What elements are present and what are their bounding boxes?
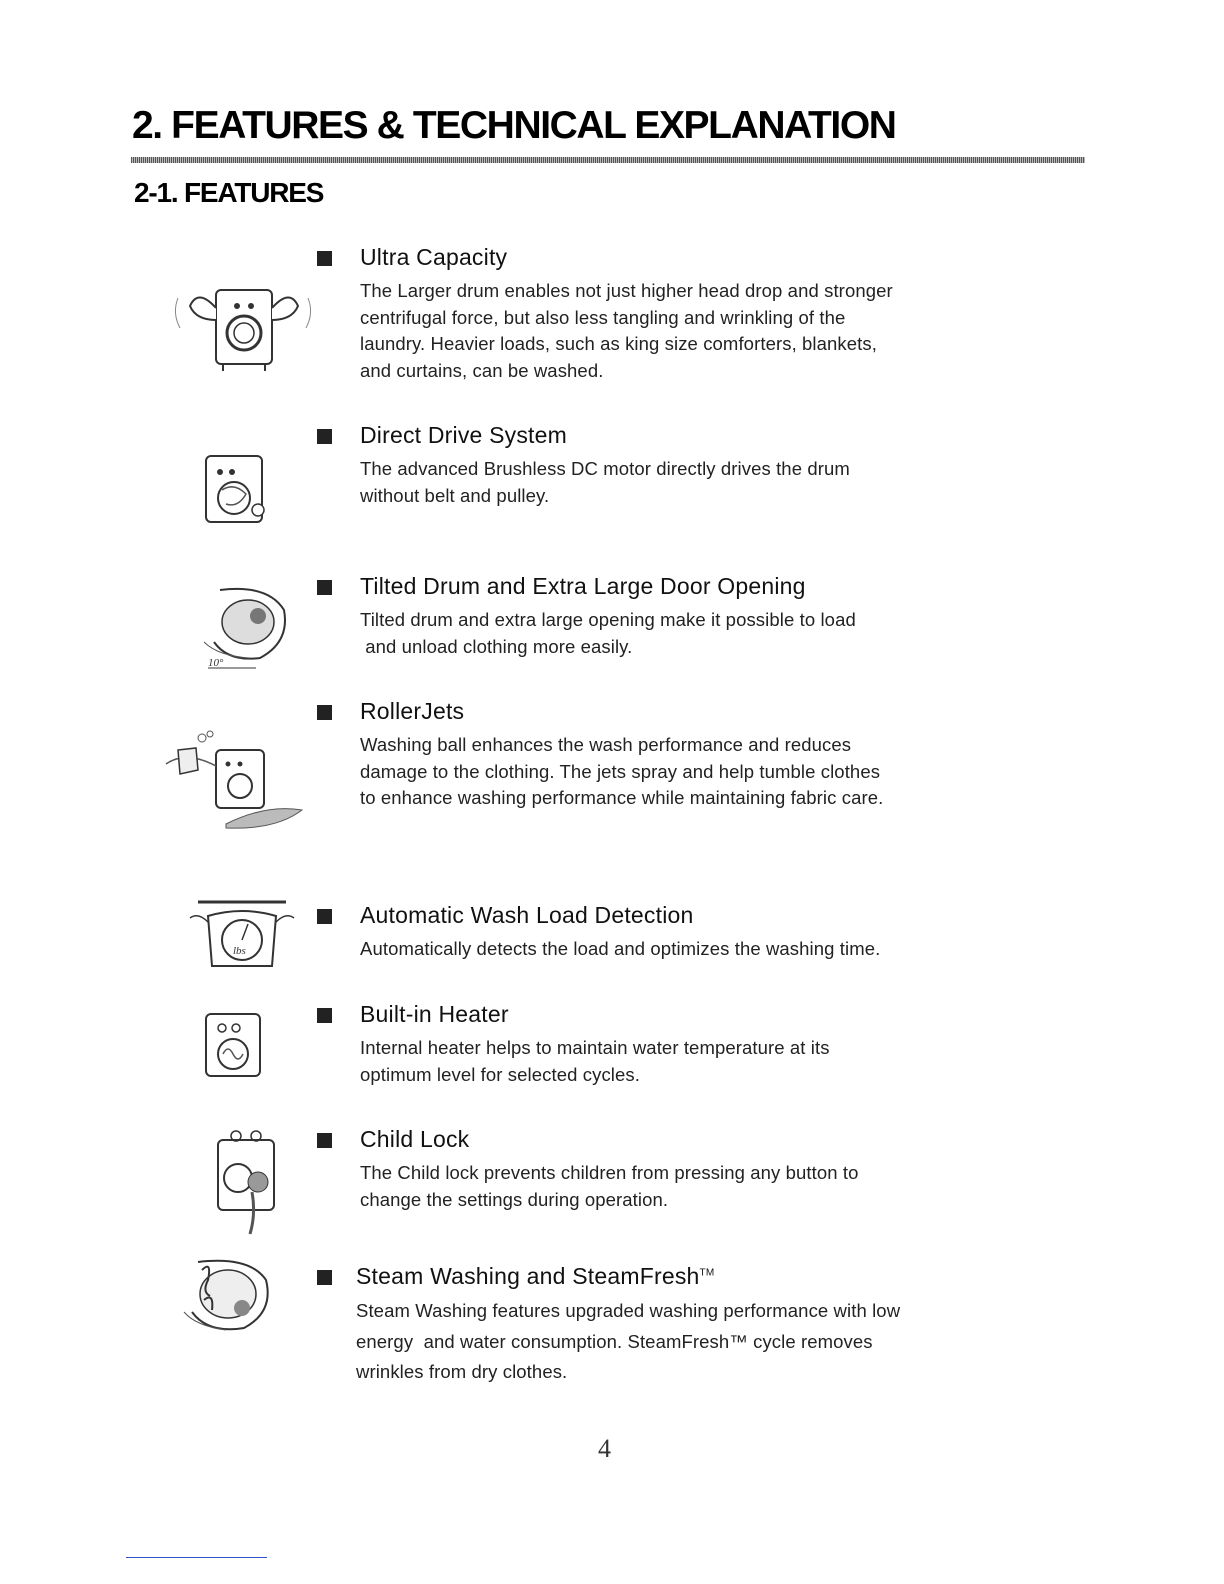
feature-description: The Child lock prevents children from pressing any button to change the settings during operation. (360, 1162, 859, 1210)
page-title: 2. FEATURES & TECHNICAL EXPLANATION (132, 104, 896, 147)
rollerjets-washer-icon (156, 730, 306, 830)
feature-description: Automatically detects the load and optimizes the washing time. (360, 938, 881, 959)
feature-heading: Built-in Heater (360, 1001, 509, 1027)
bullet-icon (317, 705, 332, 720)
page-number: 4 (598, 1434, 611, 1463)
feature-description: The advanced Brushless DC motor directly drives the drum without belt and pulley. (360, 458, 850, 506)
feature-description: Steam Washing features upgraded washing performance with low energy and water consumption. SteamFresh™ cycle removes wrinkles from dry clothes. (356, 1300, 901, 1382)
bullet-icon (317, 1008, 332, 1023)
section-title: 2-1. FEATURES (134, 177, 324, 208)
feature-heading: Ultra Capacity (360, 244, 508, 270)
feature-heading: RollerJets (360, 698, 465, 724)
bullet-icon (317, 909, 332, 924)
bullet-icon (317, 580, 332, 595)
feature-heading: Tilted Drum and Extra Large Door Opening (360, 573, 806, 599)
feature-heading: Automatic Wash Load Detection (360, 902, 694, 928)
title-divider (131, 157, 1085, 163)
feature-description: Internal heater helps to maintain water temperature at its optimum level for selected cycles. (360, 1037, 830, 1085)
feature-heading: Steam Washing and SteamFresh™ (356, 1263, 715, 1289)
tilted-drum-icon (198, 582, 298, 674)
child-lock-washer-icon (212, 1126, 284, 1238)
feature-description: Washing ball enhances the wash performance and reduces damage to the clothing. The jets spray and help tumble clothes to enhance washing performance while maintaining fabric care. (360, 734, 884, 808)
bullet-icon (317, 1270, 332, 1285)
weighing-scale-icon (186, 896, 298, 972)
feature-description: Tilted drum and extra large opening make it possible to load and unload clothing more easily. (360, 609, 856, 657)
feature-heading: Child Lock (360, 1126, 470, 1152)
feature-heading: Direct Drive System (360, 422, 567, 448)
direct-drive-washer-icon (198, 450, 278, 530)
bullet-icon (317, 1133, 332, 1148)
svg-text:10°: 10° (208, 657, 224, 669)
svg-text:lbs: lbs (233, 945, 246, 957)
bullet-icon (317, 429, 332, 444)
steam-drum-icon (180, 1256, 276, 1336)
heater-washer-icon (196, 1010, 274, 1080)
feature-description: The Larger drum enables not just higher head drop and stronger centrifugal force, but also less tangling and wrinkling of the laundry. Heavier loads, such as king size comforters, blankets, and curtains, can be washed. (360, 280, 893, 381)
bullet-icon (317, 251, 332, 266)
footer-divider (126, 1557, 267, 1558)
muscular-washer-icon (168, 278, 318, 378)
